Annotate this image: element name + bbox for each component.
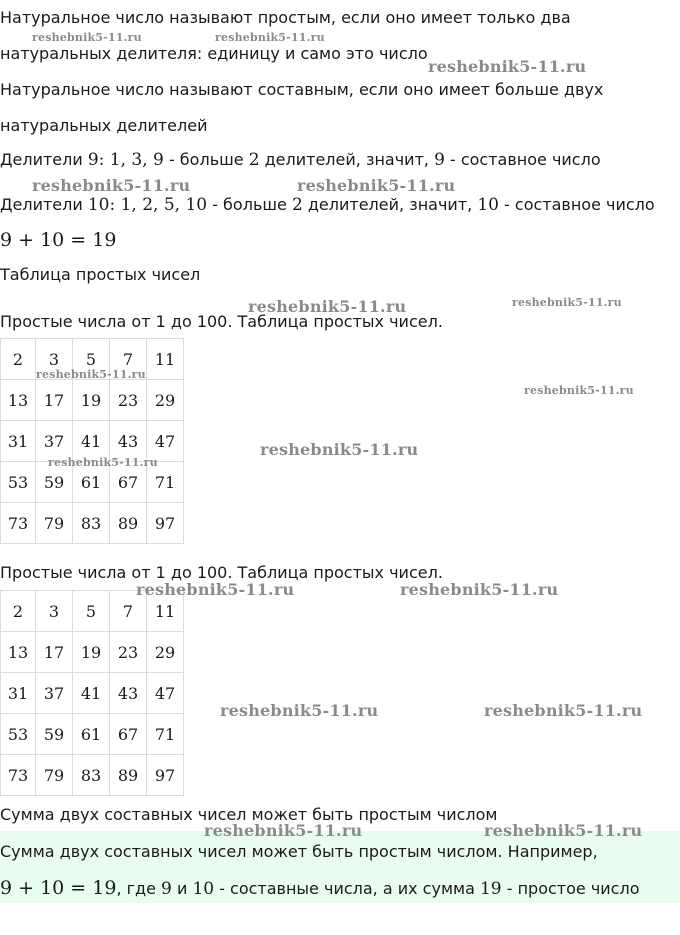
table-cell: 11: [147, 591, 184, 632]
answer-line-1: Сумма двух составных чисел может быть простым числом. Например,: [0, 842, 598, 861]
table-cell: 3: [36, 591, 73, 632]
watermark-logo: reshebnik5-11.ru: [297, 176, 456, 195]
table-cell: 19: [73, 632, 110, 673]
table-cell: 61: [73, 462, 110, 503]
watermark-logo: reshebnik5-11.ru: [248, 297, 407, 316]
table-cell: 11: [147, 339, 184, 380]
sum-equation: 9 + 10 = 19: [0, 229, 117, 251]
table-cell: 13: [1, 380, 36, 421]
number-ten: 10: [477, 195, 499, 215]
watermark-logo: reshebnik5-11.ru: [428, 57, 587, 76]
watermark-logo: reshebnik5-11.ru: [260, 440, 419, 459]
answer-number-nine: 9: [161, 879, 172, 899]
number-two: 2: [248, 150, 260, 170]
watermark-logo: reshebnik5-11.ru: [32, 176, 191, 195]
table-cell: 83: [73, 755, 110, 796]
table-row: [1, 380, 184, 421]
table-cell: 29: [147, 380, 184, 421]
watermark-logo: reshebnik5-11.ru: [484, 821, 643, 840]
table-cell: 31: [1, 421, 36, 462]
more-than-text: - больше: [163, 150, 249, 169]
table-cell: 47: [147, 673, 184, 714]
table-cell: 71: [147, 462, 184, 503]
table-cell: 83: [73, 503, 110, 544]
table-cell: 79: [36, 503, 73, 544]
table-cell: 31: [1, 673, 36, 714]
number-nine: 9: [434, 150, 445, 170]
answer-number-ten: 10: [192, 879, 215, 899]
table-cell: 2: [1, 339, 36, 380]
table-cell: 73: [1, 755, 36, 796]
watermark-logo: reshebnik5-11.ru: [400, 580, 559, 599]
divisors-label: Делители: [0, 195, 88, 214]
watermark-logo: reshebnik5-11.ru: [220, 701, 379, 720]
table-cell: 13: [1, 632, 36, 673]
primes-caption-2: Простые числа от 1 до 100. Таблица простых чисел.: [0, 563, 443, 582]
table-cell: 71: [147, 714, 184, 755]
table-cell: 89: [110, 503, 147, 544]
watermark-logo: reshebnik5-11.ru: [484, 701, 643, 720]
answer-end-text: - простое число: [501, 879, 640, 898]
table-cell: 43: [110, 673, 147, 714]
table-cell: 2: [1, 591, 36, 632]
table-cell: 7: [110, 591, 147, 632]
watermark-logo: reshebnik5-11.ru: [512, 296, 622, 309]
table-cell: 67: [110, 714, 147, 755]
divisors-so-text: делителей, значит,: [259, 150, 435, 169]
watermark-logo: reshebnik5-11.ru: [32, 31, 142, 44]
table-cell: 43: [110, 421, 147, 462]
table-cell: 41: [73, 673, 110, 714]
table-row: [1, 755, 184, 796]
table-cell: 5: [73, 339, 110, 380]
table-cell: 79: [36, 755, 73, 796]
definition-composite-line-2: натуральных делителей: [0, 116, 208, 135]
primes-caption-1: Простые числа от 1 до 100. Таблица простых чисел.: [0, 312, 443, 331]
table-row: [1, 714, 184, 755]
answer-where-text: , где: [116, 879, 162, 898]
table-cell: 17: [36, 632, 73, 673]
table-cell: 97: [147, 503, 184, 544]
primes-table-2: [0, 590, 184, 796]
table-cell: 97: [147, 755, 184, 796]
watermark-logo: reshebnik5-11.ru: [136, 580, 295, 599]
watermark-logo: reshebnik5-11.ru: [215, 31, 325, 44]
table-cell: 53: [1, 714, 36, 755]
table-cell: 59: [36, 714, 73, 755]
table-cell: 5: [73, 591, 110, 632]
divisors-9-line: [0, 150, 601, 170]
number-two: 2: [291, 195, 303, 215]
table-cell: 89: [110, 755, 147, 796]
table-row: [1, 503, 184, 544]
table-cell: 53: [1, 462, 36, 503]
table-cell: 29: [147, 632, 184, 673]
watermark-logo: reshebnik5-11.ru: [36, 368, 146, 381]
table-cell: 23: [110, 632, 147, 673]
definition-prime-line-1: Натуральное число называют простым, если оно имеет только два: [0, 8, 571, 27]
definition-prime-line-2: натуральных делителя: единицу и само это число: [0, 44, 428, 63]
table-cell: 37: [36, 421, 73, 462]
table-heading: Таблица простых чисел: [0, 265, 201, 284]
statement: Сумма двух составных чисел может быть простым числом: [0, 805, 498, 824]
composite-text: - составное число: [498, 195, 655, 214]
answer-mid-text: - составные числа, а их сумма: [214, 879, 480, 898]
table-cell: 3: [36, 339, 73, 380]
answer-line-2: [0, 878, 639, 899]
table-cell: 37: [36, 673, 73, 714]
table-cell: 17: [36, 380, 73, 421]
answer-number-nineteen: 19: [479, 879, 502, 899]
more-than-text: - больше: [207, 195, 292, 214]
answer-equation: 9 + 10 = 19: [0, 877, 117, 899]
table-cell: 7: [110, 339, 147, 380]
definition-composite-line-1: Натуральное число называют составным, если оно имеет больше двух: [0, 80, 604, 99]
table-cell: 47: [147, 421, 184, 462]
divisors-9-math: 9: 1, 3, 9: [87, 150, 164, 170]
divisors-10-math: 10: 1, 2, 5, 10: [87, 195, 208, 215]
table-cell: 73: [1, 503, 36, 544]
divisors-so-text: делителей, значит,: [302, 195, 478, 214]
divisors-10-line: [0, 195, 655, 215]
answer-and-text: и: [171, 879, 193, 898]
table-cell: 41: [73, 421, 110, 462]
table-cell: 23: [110, 380, 147, 421]
table-row: [1, 673, 184, 714]
table-cell: 59: [36, 462, 73, 503]
table-row: [1, 632, 184, 673]
watermark-logo: reshebnik5-11.ru: [204, 821, 363, 840]
table-cell: 19: [73, 380, 110, 421]
watermark-logo: reshebnik5-11.ru: [48, 456, 158, 469]
watermark-logo: reshebnik5-11.ru: [524, 384, 634, 397]
table-cell: 61: [73, 714, 110, 755]
composite-text: - составное число: [444, 150, 601, 169]
table-cell: 67: [110, 462, 147, 503]
divisors-label: Делители: [0, 150, 88, 169]
